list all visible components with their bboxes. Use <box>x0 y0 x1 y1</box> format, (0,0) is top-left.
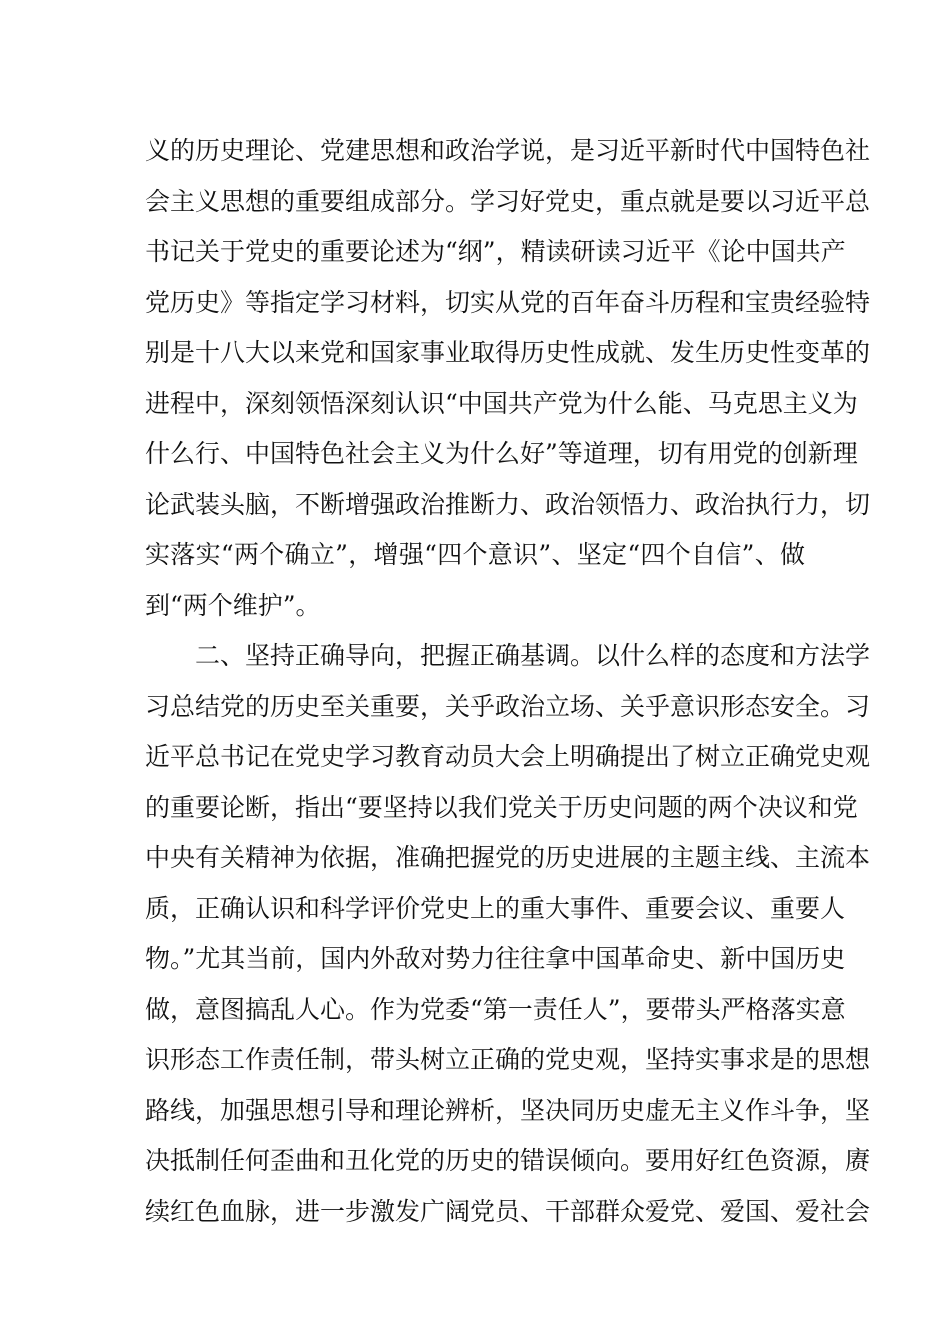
text-line: 续红色血脉，进一步激发广阔党员、干部群众爱党、爱国、爱社会 <box>145 1197 871 1226</box>
text-line: 义的历史理论、党建思想和政治学说，是习近平新时代中国特色社 <box>145 136 871 165</box>
text-line: 党历史》等指定学习材料，切实从党的百年奋斗历程和宝贵经验特 <box>145 288 871 317</box>
text-line: 决抵制任何歪曲和丑化党的历史的错误倾向。要用好红色资源，赓 <box>145 1146 871 1175</box>
text-line: 实落实“两个确立”，增强“四个意识”、坚定“四个自信”、做 <box>145 540 805 569</box>
text-line: 书记关于党史的重要论述为“纲”，精读研读习近平《论中国共产 <box>145 237 846 266</box>
text-line: 论武装头脑，不断增强政治推断力、政治领悟力、政治执行力，切 <box>145 490 871 519</box>
text-line: 做，意图搞乱人心。作为党委“第一责任人”，要带头严格落实意 <box>145 995 846 1024</box>
text-line: 中央有关精神为依据，准确把握党的历史进展的主题主线、主流本 <box>145 843 871 872</box>
text-line: 习总结党的历史至关重要，关乎政治立场、关乎意识形态安全。习 <box>145 692 871 721</box>
text-line: 什么行、中国特色社会主义为什么好”等道理，切有用党的创新理 <box>145 439 858 468</box>
text-line: 识形态工作责任制，带头树立正确的党史观，坚持实事求是的思想 <box>145 1045 871 1074</box>
text-line: 会主义思想的重要组成部分。学习好党史，重点就是要以习近平总 <box>145 187 871 216</box>
text-line: 近平总书记在党史学习教育动员大会上明确提出了树立正确党史观 <box>145 742 871 771</box>
text-line: 物。”尤其当前，国内外敌对势力往往拿中国革命史、新中国历史 <box>145 944 846 973</box>
text-line: 别是十八大以来党和国家事业取得历史性成就、发生历史性变革的 <box>145 338 871 367</box>
text-line: 的重要论断，指出“要坚持以我们党关于历史问题的两个决议和党 <box>145 793 858 822</box>
text-line: 质，正确认识和科学评价党史上的重大事件、重要会议、重要人 <box>145 894 846 923</box>
text-line: 路线，加强思想引导和理论辨析，坚决同历史虚无主义作斗争，坚 <box>145 1096 871 1125</box>
text-line: 到“两个维护”。 <box>145 591 321 620</box>
paragraph-start-line: 二、坚持正确导向，把握正确基调。以什么样的态度和方法学 <box>195 641 871 670</box>
text-line: 进程中，深刻领悟深刻认识“中国共产党为什么能、马克思主义为 <box>145 389 858 418</box>
